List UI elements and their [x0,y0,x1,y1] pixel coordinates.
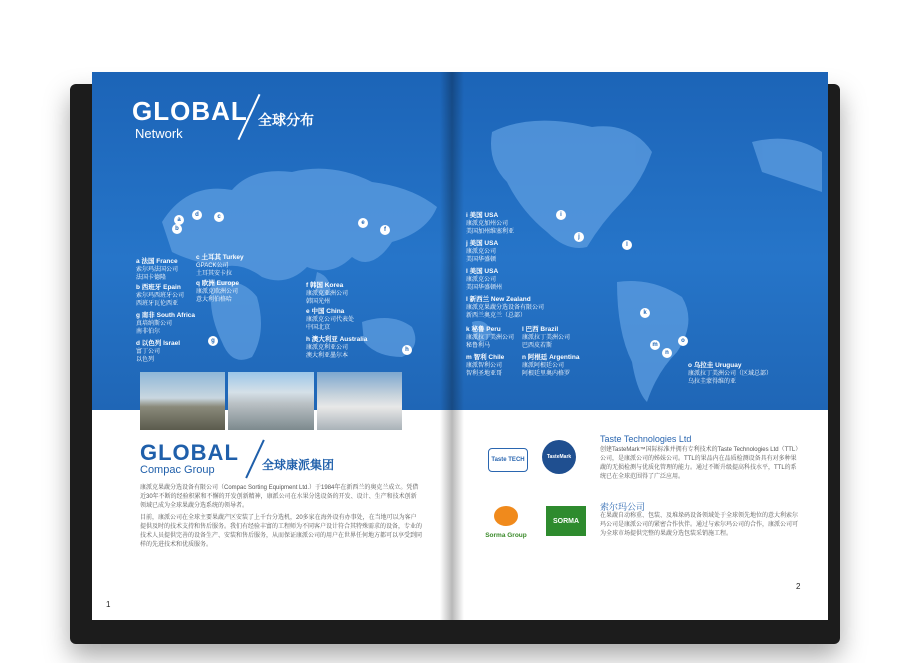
map-marker-o: o [678,336,688,346]
map-marker-f: f [380,225,390,235]
sorma-title: 索尔玛公司 [600,502,646,512]
taste-technologies-paragraph: 创建TasteMark™国际标准并拥有专利技术的Taste Technologies Ltd（TTL）公司，是康派公司的姊妹公司。TTL的果品内在品质检测设备具有对多种果蔬的无损检测与优质化管理的能力。通过不断升级提高科技水平，TTL的系统已在全球范围得了广泛应用。 [600,447,799,480]
map-marker-i: i [556,210,566,220]
location-south-africa: g 南非 South Africa 真培纳斯公司 南非伯尔 [136,312,196,335]
factory-photo-1 [140,372,225,430]
location-usa-2: j 美国 USA 康派克公司 美国华盛顿 [466,240,499,263]
location-new-zealand: l 新西兰 New Zealand 康派克果蔬分选设备有限公司 新西兰奥克兰（总部） [466,296,545,319]
location-france: a 法国 France 索尔玛法国公司 法国卡德隆 [136,258,179,281]
sorma-fruit-icon [494,506,518,526]
company-paragraph-2: 目前，康派公司在全球主要果蔬产区安装了上千台分选机，20多家在海外设有办事处，在当地可以为客户提供及时的技术支持和售后服务。我们有经验丰富的工程师为不同客户设计符合其特殊需求的设备，专业的技术人员提供完善的设备生产、安装和售后服务，从而保证康派公司的用户在世界任何地方都可以享受到同样的先进技术和优质服务。 [140,515,423,548]
page-subtitle-network: Network [135,126,183,141]
map-marker-h: h [402,345,412,355]
location-peru: k 秘鲁 Peru 康派拉丁美洲公司 秘鲁利马 [466,326,515,349]
company-paragraph-1: 康派克果蔬分选设备有限公司（Compac Sorting Equipment Ltd.）于1984年在新西兰的奥克兰成立。凭借近30年不断的经验积累和不懈的开发创新精神，康派公司在水果分选设备的开发、设计、生产和技术创新领域已成为全球果蔬分选系统的领导者。 [140,485,419,509]
location-usa-1: i 美国 USA 康派克加州公司 美国加州维塞利亚 [466,212,515,235]
location-uruguay: o 乌拉圭 Uruguay 康派拉丁美洲公司（区域总部） 乌拉圭蒙得维的亚 [688,362,773,385]
sorma-box-logo: SORMA [546,506,586,536]
location-spain: b 西班牙 Epain 索尔玛西班牙公司 西班牙瓦伦西亚 [136,284,185,307]
sorma-group-logo: Sorma Group [485,531,527,539]
map-marker-d: d [192,210,202,220]
map-marker-c: c [214,212,224,222]
location-israel: d 以色列 Israel 富丁公司 以色列 [136,340,181,363]
map-marker-m: m [650,340,660,350]
taste-tech-logo: Taste TECH [488,448,528,472]
location-korea: f 韩国 Korea 康派克亚洲公司 韩国光州 [306,282,349,305]
location-usa-3: l 美国 USA 康派克公司 美国华盛顿州 [466,268,503,291]
right-map-panel [452,72,828,410]
factory-photos [140,372,402,430]
map-marker-e: e [358,218,368,228]
sorma-paragraph: 在果蔬自动称重、包装、及堆垛码设备领域处于全球领先地位的意大利索尔玛公司是康派公司的紧密合作伙伴。通过与索尔玛公司的合作，康派公司可为全球市场提供完整的果蔬分选包装采销施工程。 [600,513,799,537]
tastemark-logo: TasteMark [542,440,576,474]
location-turkey: c 土耳其 Turkey GPACK公司 土耳其安卡拉 [196,254,244,277]
map-marker-g: g [208,336,218,346]
page-title-cn: 全球分布 [258,112,314,128]
location-europe: q 欧洲 Europe 康派克欧洲公司 意大利伯格哈 [196,280,239,303]
map-marker-j: j [574,232,584,242]
factory-photo-2 [228,372,313,430]
map-marker-n: n [662,348,672,358]
left-page [92,72,452,620]
page-number-right: 2 [796,582,801,591]
company-title-global: GLOBAL [140,440,239,465]
map-marker-k: k [640,308,650,318]
location-argentina: n 阿根廷 Argentina 康派阿根廷公司 阿根廷里奥内格罗 [522,354,580,377]
book-gutter [440,72,464,620]
factory-photo-3 [317,372,402,430]
right-page [452,72,828,620]
company-title-cn: 全球康派集团 [262,458,335,472]
world-map-right [452,72,828,410]
map-marker-a: a [174,215,184,225]
page-number-left: 1 [106,600,111,609]
location-china: e 中国 China 康派克公司代表处 中国北京 [306,308,355,331]
taste-technologies-title: Taste Technologies Ltd [600,434,692,444]
location-brazil: l 巴西 Brazil 康派拉丁美洲公司 巴西皮若斯 [522,326,571,349]
company-subtitle: Compac Group [140,464,215,476]
page-title-global: GLOBAL [132,96,248,126]
map-marker-b: b [172,224,182,234]
location-australia: h 澳大利亚 Australia 康派克利亚公司 澳大利亚墨尔本 [306,336,368,359]
location-chile: m 智利 Chile 康派智利公司 智利圣地亚哥 [466,354,505,377]
map-marker-l: l [622,240,632,250]
